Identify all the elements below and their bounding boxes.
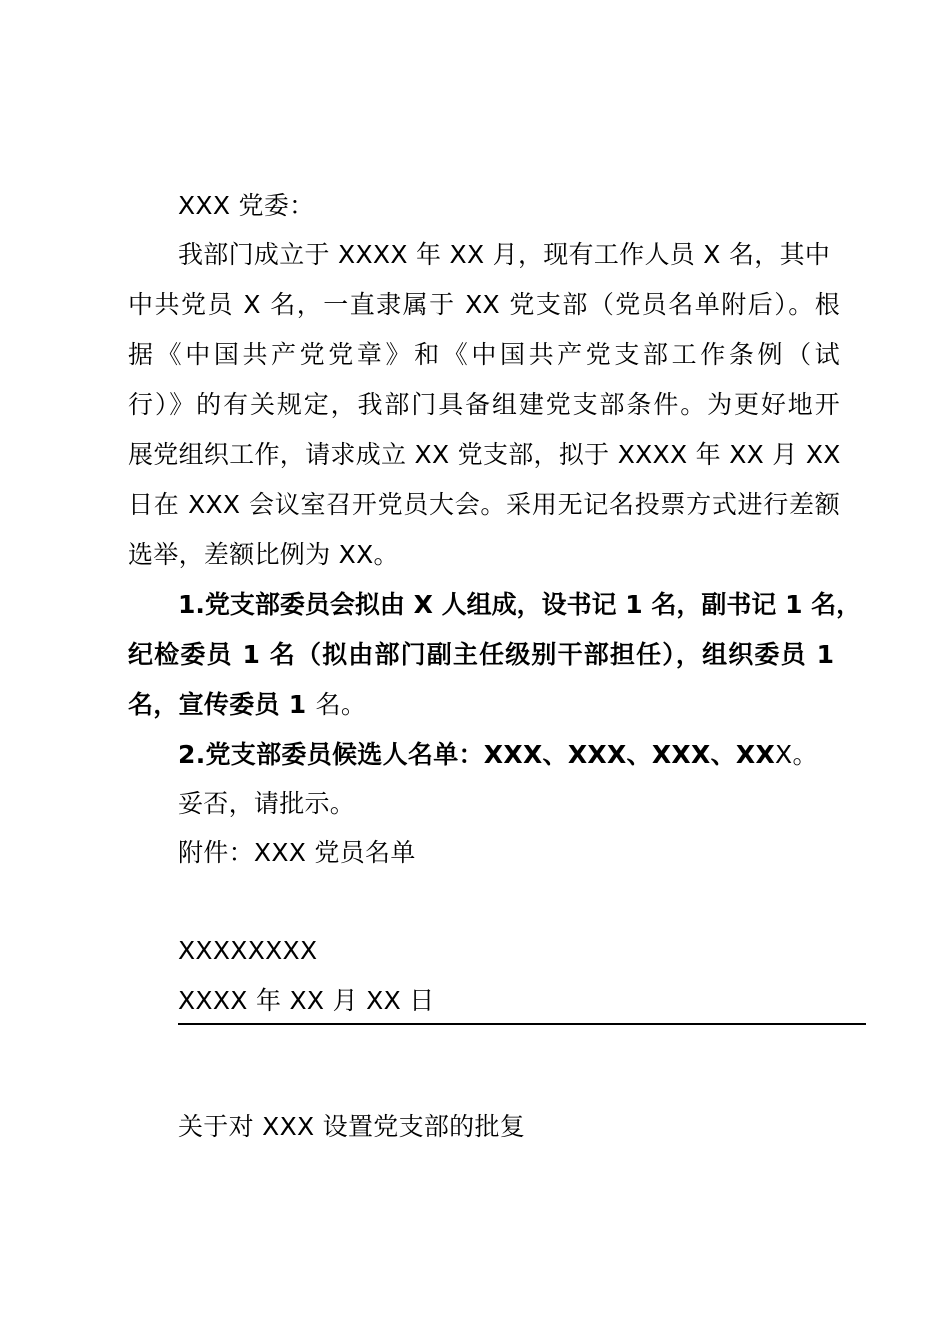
item2-line	[178, 738, 890, 772]
body-line-4: 行）》的有关规定，我部门具备组建党支部条件。为更好地开	[128, 390, 840, 419]
salutation: XXX 党委：	[178, 191, 315, 220]
body-line-7: 选举，差额比例为 XX。	[128, 540, 399, 569]
body-line-5: 展党组织工作，请求成立 XX 党支部，拟于 XXXX 年 XX 月 XX	[128, 440, 841, 469]
closing-line: 妥否，请批示。	[178, 789, 356, 818]
body-line-2: 中共党员 X 名，一直隶属于 XX 党支部（党员名单附后）。根	[128, 290, 840, 319]
item2-end: X。	[775, 740, 818, 769]
item1-line-3	[128, 688, 840, 722]
item1-line-2: 纪检委员 1 名（拟由部门副主任级别干部担任），组织委员 1	[128, 640, 834, 669]
item1-line-1: 1.党支部委员会拟由 X 人组成，设书记 1 名，副书记 1 名，	[178, 590, 862, 619]
next-section-title: 关于对 XXX 设置党支部的批复	[178, 1112, 526, 1141]
attachment-line: 附件：XXX 党员名单	[178, 838, 416, 867]
body-line-6: 日在 XXX 会议室召开党员大会。采用无记名投票方式进行差额	[128, 490, 840, 519]
signature: XXXXXXXX	[178, 936, 318, 965]
separator-rule	[178, 1023, 866, 1025]
body-line-3: 据《中国共产党党章》和《中国共产党支部工作条例（试	[128, 340, 840, 369]
date-line: XXXX 年 XX 月 XX 日	[178, 986, 435, 1015]
item2-bold: 2.党支部委员候选人名单：XXX、XXX、XXX、XX	[178, 740, 776, 769]
item1-line-3-bold: 名，宣传委员 1	[128, 690, 316, 719]
body-line-1: 我部门成立于 XXXX 年 XX 月，现有工作人员 X 名，其中	[178, 240, 831, 269]
item1-line-3-end: 名。	[315, 690, 367, 719]
